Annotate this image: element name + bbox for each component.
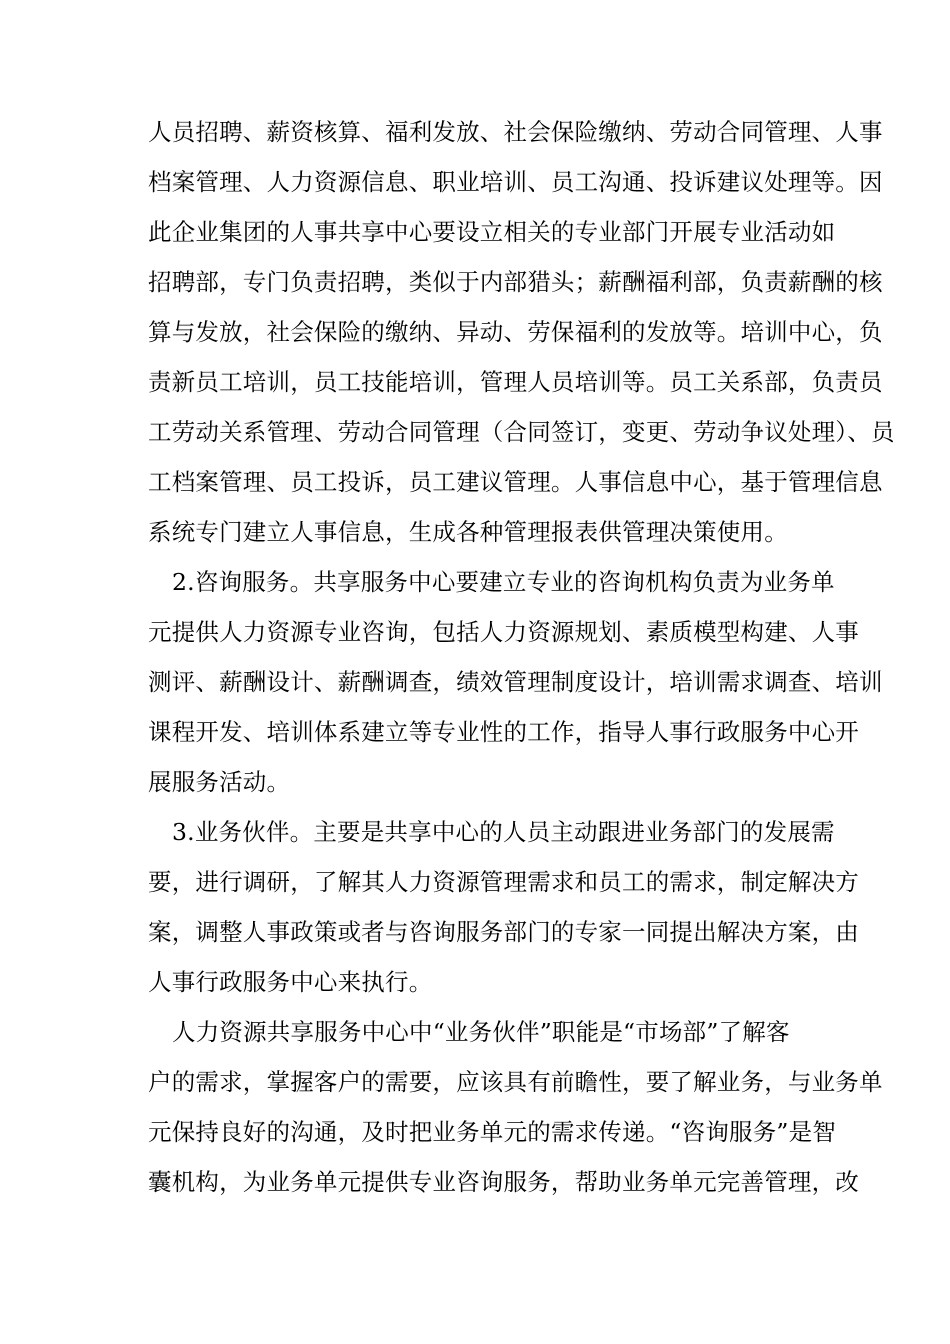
paragraph-1-line-5: 算与发放，社会保险的缴纳、异动、劳保福利的发放等。培训中心，负	[148, 318, 883, 346]
paragraph-1-line-4: 招聘部，专门负责招聘，类似于内部猎头；薪酬福利部，负责薪酬的核	[148, 268, 883, 296]
paragraph-1-line-9: 系统专门建立人事信息，生成各种管理报表供管理决策使用。	[148, 518, 788, 546]
paragraph-1-line-8: 工档案管理、员工投诉，员工建议管理。人事信息中心，基于管理信息	[148, 468, 883, 496]
paragraph-1-line-1: 人员招聘、薪资核算、福利发放、社会保险缴纳、劳动合同管理、人事	[148, 118, 883, 146]
paragraph-3-line-4: 人事行政服务中心来执行。	[148, 968, 433, 996]
paragraph-4-line-2: 户的需求，掌握客户的需要，应该具有前瞻性，要了解业务，与业务单	[148, 1068, 883, 1096]
paragraph-1-line-2: 档案管理、人力资源信息、职业培训、员工沟通、投诉建议处理等。因	[148, 168, 883, 196]
paragraph-1-line-7: 工劳动关系管理、劳动合同管理（合同签订，变更、劳动争议处理）、员	[148, 418, 895, 446]
paragraph-2-line-4: 课程开发、培训体系建立等专业性的工作，指导人事行政服务中心开	[148, 718, 859, 746]
paragraph-4-line-1: 人力资源共享服务中心中“业务伙伴”职能是“市场部”了解客	[172, 1018, 790, 1046]
paragraph-2-line-1: 2.咨询服务。共享服务中心要建立专业的咨询机构负责为业务单	[172, 568, 835, 596]
paragraph-3-line-3: 案，调整人事政策或者与咨询服务部门的专家一同提出解决方案，由	[148, 918, 859, 946]
paragraph-1-line-6: 责新员工培训，员工技能培训，管理人员培训等。员工关系部，负责员	[148, 368, 883, 396]
paragraph-3-line-2: 要，进行调研，了解其人力资源管理需求和员工的需求，制定解决方	[148, 868, 859, 896]
paragraph-1-line-3: 此企业集团的人事共享中心要设立相关的专业部门开展专业活动如	[148, 218, 836, 246]
paragraph-2-line-5: 展服务活动。	[148, 768, 291, 796]
paragraph-2-line-3: 测评、薪酬设计、薪酬调查，绩效管理制度设计，培训需求调查、培训	[148, 668, 883, 696]
paragraph-2-line-2: 元提供人力资源专业咨询，包括人力资源规划、素质模型构建、人事	[148, 618, 859, 646]
paragraph-4-line-3: 元保持良好的沟通，及时把业务单元的需求传递。“咨询服务”是智	[148, 1118, 837, 1146]
paragraph-4-line-4: 囊机构，为业务单元提供专业咨询服务，帮助业务单元完善管理，改	[148, 1168, 859, 1196]
paragraph-3-line-1: 3.业务伙伴。主要是共享中心的人员主动跟进业务部门的发展需	[172, 818, 835, 846]
